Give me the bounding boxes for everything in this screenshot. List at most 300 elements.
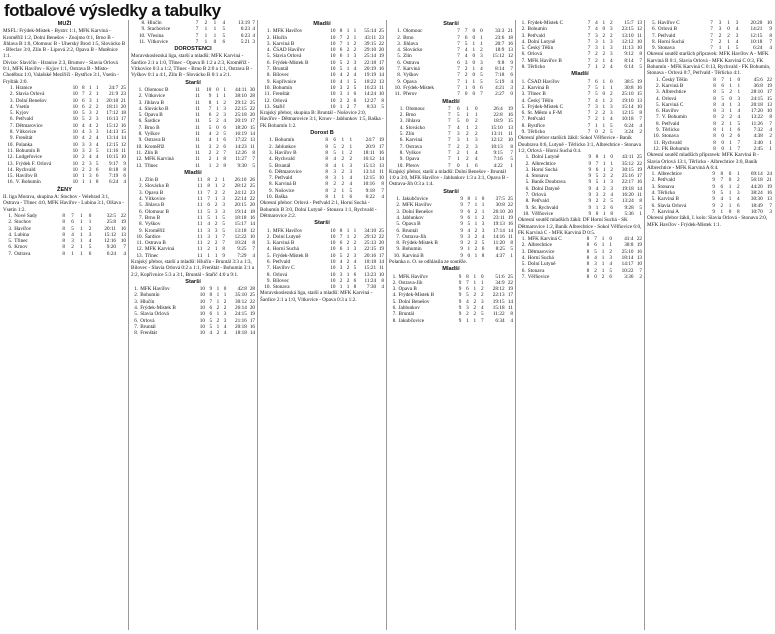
table-cell: 9 bbox=[588, 154, 592, 161]
table-cell: 2 bbox=[88, 225, 92, 232]
table-cell: 11 bbox=[379, 265, 384, 272]
team-name: Stonava bbox=[657, 183, 675, 190]
table-cell: 1 bbox=[88, 84, 92, 91]
table-cell: 11 bbox=[194, 124, 200, 131]
table-cell: 18:11 bbox=[106, 103, 119, 110]
table-cell: 11 bbox=[197, 233, 203, 240]
table-cell: 8 bbox=[713, 95, 716, 102]
table-cell: 4 bbox=[510, 78, 513, 85]
team-name: Slavia Orlová bbox=[657, 202, 687, 209]
table-cell: 8:18 bbox=[108, 166, 119, 173]
table-cell: 6 bbox=[209, 311, 213, 318]
table-cell: 2 bbox=[216, 305, 220, 312]
table-cell: 11 bbox=[508, 233, 513, 240]
team-name: Vyškov bbox=[405, 149, 422, 156]
table-cell: 9 bbox=[588, 160, 592, 167]
table-cell: 7 bbox=[457, 40, 460, 47]
team-name: Orlová B bbox=[657, 26, 678, 33]
table-cell: 10 bbox=[72, 116, 78, 123]
table-cell: 19 bbox=[766, 183, 772, 190]
table-cell: 1 bbox=[609, 242, 612, 249]
table-cell: 19:14 bbox=[234, 208, 247, 215]
table-cell: 4:38 bbox=[753, 133, 763, 140]
table-cell: 2 bbox=[729, 89, 732, 96]
table-cell: 16 bbox=[249, 323, 255, 330]
table-cell: 1 bbox=[472, 40, 476, 47]
table-cell: 2 bbox=[609, 32, 613, 39]
table-cell: 2 bbox=[464, 66, 468, 73]
table-cell: 6 bbox=[353, 277, 357, 284]
table-cell: 6 bbox=[339, 53, 343, 60]
table-cell: 5 bbox=[95, 160, 99, 167]
table-cell: 17 bbox=[507, 292, 513, 299]
table-cell: 1 bbox=[465, 149, 469, 156]
table-cell: 3 bbox=[456, 137, 460, 144]
table-cell: 1 bbox=[216, 292, 220, 299]
table-cell: 5 bbox=[721, 89, 724, 96]
table-cell: 10. bbox=[394, 84, 402, 91]
table-cell: 10 bbox=[766, 108, 772, 115]
team-name: Bruntál bbox=[272, 66, 289, 73]
table-cell: 7:29 bbox=[237, 252, 247, 259]
table-cell: 1 bbox=[729, 145, 732, 152]
table-cell: 2 bbox=[609, 91, 613, 98]
table-cell: 11 bbox=[197, 202, 203, 209]
table-cell: 2 bbox=[214, 202, 218, 209]
table-cell: 6 bbox=[466, 286, 469, 293]
table-cell: 25 bbox=[120, 84, 126, 91]
team-name: Přerov bbox=[403, 91, 417, 98]
table-cell: 7 bbox=[252, 20, 255, 26]
table-cell: 1. bbox=[521, 78, 526, 85]
table-cell: 8 bbox=[467, 196, 471, 203]
team-name: Jihlava B bbox=[144, 202, 165, 209]
table-cell: 6. bbox=[392, 305, 397, 312]
table-cell: 2 bbox=[341, 168, 345, 175]
table-cell: 2 bbox=[480, 47, 483, 54]
table-cell: 13. bbox=[135, 162, 143, 169]
table-cell: 12. bbox=[136, 246, 143, 253]
table-cell: 2 bbox=[207, 240, 210, 247]
table-cell: 2 bbox=[223, 99, 226, 106]
table-cell: 17:14 bbox=[493, 227, 505, 234]
table-cell: 35:12 bbox=[621, 160, 634, 167]
table-cell: 1. bbox=[266, 28, 271, 35]
team-name: Orlová bbox=[272, 97, 288, 104]
team-name: V. Bohumín bbox=[661, 114, 687, 121]
table-cell: 8. bbox=[521, 64, 526, 71]
team-name: Karviná bbox=[405, 137, 423, 144]
table-cell: 16 bbox=[378, 66, 384, 73]
table-cell: 1 bbox=[602, 57, 606, 64]
team-name: Frýdek-Místek C bbox=[527, 20, 564, 26]
table-cell: 9. bbox=[399, 156, 404, 163]
table-cell: 1 bbox=[456, 156, 460, 163]
table-cell: 4 bbox=[610, 192, 613, 199]
table-cell: 8 bbox=[769, 32, 772, 39]
table-cell: 28:10 bbox=[751, 89, 763, 96]
table-cell: 0 bbox=[213, 38, 217, 45]
table-cell: 4. bbox=[651, 190, 656, 197]
table-cell: 2 bbox=[346, 97, 350, 104]
table-cell: 4. bbox=[9, 103, 14, 110]
table-cell: 6 bbox=[720, 183, 724, 190]
table-cell: 7 bbox=[339, 233, 343, 240]
table-cell: 9 bbox=[458, 292, 462, 299]
table-cell: 6. bbox=[139, 208, 143, 215]
table-cell: 3 bbox=[88, 129, 92, 136]
table-cell: 22:18 bbox=[364, 59, 377, 66]
table-cell: 15:12 bbox=[104, 231, 117, 238]
standings-table bbox=[389, 196, 513, 259]
table-cell: 14:16 bbox=[493, 233, 505, 240]
table-cell: 1 bbox=[341, 175, 345, 182]
team-name: Horní Suchá bbox=[531, 166, 558, 173]
table-cell: 1 bbox=[601, 267, 605, 274]
table-cell: 20 bbox=[507, 208, 513, 215]
table-cell: 2 bbox=[467, 240, 471, 247]
table-cell: 3. bbox=[266, 240, 271, 247]
table-cell: 10 bbox=[72, 129, 78, 136]
table-cell: 5. bbox=[656, 101, 660, 108]
table-cell: 7 bbox=[195, 32, 199, 39]
team-name: Jihlava B bbox=[144, 99, 164, 106]
table-cell: 23:6 bbox=[495, 34, 505, 41]
table-cell: 2:27 bbox=[495, 91, 505, 98]
table-cell: 4 bbox=[95, 135, 99, 142]
team-name: Dolní Lutyně bbox=[527, 38, 556, 45]
table-cell: 0 bbox=[602, 91, 606, 98]
table-cell: 6 bbox=[223, 124, 226, 131]
table-cell: 25 bbox=[249, 99, 255, 106]
text-block: Okresní přebor starších žáků: Sokol Věřňovice - Baník Doubrava 0:6, Lutyně - Těrlicko 3:1, Albrechtice - Stonava 1:2, Orlová - Horní Suchá 0:4. bbox=[518, 135, 641, 154]
table-cell: 5 bbox=[222, 26, 226, 33]
table-cell: 13 bbox=[636, 20, 642, 26]
team-name: Vyškov bbox=[403, 72, 419, 79]
table-cell: 18 bbox=[249, 208, 255, 215]
table-cell: 20 bbox=[120, 103, 126, 110]
table-cell: 3 bbox=[71, 238, 74, 245]
table-cell: 4 bbox=[769, 127, 772, 134]
table-cell: 9. bbox=[266, 78, 271, 85]
table-cell: 34:9 bbox=[495, 279, 505, 286]
table-cell: 7. bbox=[139, 214, 143, 221]
table-cell: 1 bbox=[473, 317, 477, 324]
table-cell: 1 bbox=[728, 196, 732, 203]
team-name: Třinec bbox=[144, 162, 158, 169]
table-cell: 7 bbox=[587, 122, 591, 129]
table-cell: 4 bbox=[594, 254, 597, 261]
table-cell: 4 bbox=[595, 97, 598, 104]
table-cell: 8 bbox=[207, 183, 210, 190]
table-cell: 3 bbox=[595, 45, 598, 52]
table-cell: 7 bbox=[769, 202, 772, 209]
table-cell: 3 bbox=[481, 221, 485, 228]
table-cell: 10 bbox=[330, 252, 336, 259]
table-cell: 3 bbox=[595, 38, 598, 45]
table-cell: 8 bbox=[223, 162, 226, 169]
table-cell: 13:23 bbox=[364, 271, 377, 278]
table-cell: 17 bbox=[766, 89, 772, 96]
table-cell: 8 bbox=[325, 168, 328, 175]
table-cell: 10 bbox=[330, 227, 336, 234]
table-cell: 13:14 bbox=[106, 135, 119, 142]
table-cell: 1 bbox=[223, 292, 227, 299]
table-cell: 9:18 bbox=[365, 187, 375, 194]
table-cell: 4 bbox=[88, 238, 92, 245]
table-cell: 8 bbox=[769, 114, 772, 121]
table-cell: 1 bbox=[214, 252, 218, 259]
table-cell: 1 bbox=[341, 162, 345, 169]
table-cell: 2 bbox=[353, 40, 357, 47]
table-cell: 21 bbox=[507, 28, 513, 35]
table-cell: 10 bbox=[72, 141, 78, 148]
team-name: Olomouc bbox=[405, 105, 425, 112]
table-cell: 1. bbox=[268, 137, 273, 144]
table-cell: 9 bbox=[588, 185, 592, 192]
table-cell: 43:11 bbox=[364, 34, 377, 41]
table-cell: 7 bbox=[82, 91, 85, 98]
table-cell: 0 bbox=[88, 212, 92, 219]
table-cell: 2 bbox=[456, 143, 460, 150]
table-cell: 5 bbox=[222, 32, 226, 39]
table-cell: 1 bbox=[481, 208, 485, 215]
table-cell: 1 bbox=[465, 124, 469, 131]
table-cell: 2 bbox=[353, 240, 357, 247]
table-cell: 16 bbox=[636, 248, 642, 255]
text-block: II. liga Morava, skupina A: Stochov - Velehrad 3:1, Ostrava - Třinec 4:0, MFK Havířov - Lubina 3:1, Olšava - Vsetín 1:2. bbox=[3, 194, 124, 213]
table-cell: 3. bbox=[134, 298, 139, 305]
team-name: MFK Havířov bbox=[272, 227, 303, 234]
table-cell: 1 bbox=[339, 103, 343, 110]
table-cell: 2 bbox=[95, 122, 99, 129]
table-cell: 4 bbox=[720, 196, 724, 203]
table-cell: 11 bbox=[508, 305, 513, 312]
table-cell: 15:7 bbox=[624, 20, 634, 26]
table-cell: 8. bbox=[141, 20, 146, 26]
table-cell: 2 bbox=[71, 244, 74, 251]
table-cell: 20 bbox=[378, 240, 384, 247]
table-cell: 8 bbox=[339, 28, 343, 35]
table-cell: 8:14 bbox=[495, 66, 505, 73]
team-name: Karviná C bbox=[661, 101, 684, 108]
table-cell: 8 bbox=[510, 240, 513, 247]
table-cell: 21:9 bbox=[108, 91, 119, 98]
table-cell: 5 bbox=[222, 214, 226, 221]
table-cell: 3 bbox=[609, 254, 612, 261]
table-cell: 16:13 bbox=[106, 116, 119, 123]
table-cell: 3 bbox=[349, 162, 353, 169]
table-cell: 10. bbox=[397, 162, 404, 169]
table-cell: 5 bbox=[639, 64, 642, 71]
table-cell: 5 bbox=[595, 84, 598, 91]
table-cell: 2. bbox=[9, 91, 14, 98]
table-cell: 19 bbox=[378, 53, 384, 60]
table-cell: 8:33 bbox=[366, 103, 377, 110]
table-cell: 11 bbox=[194, 118, 200, 125]
table-cell: 14 bbox=[507, 227, 513, 234]
table-cell: 25:18 bbox=[234, 112, 247, 119]
table-cell: 37:5 bbox=[495, 196, 505, 203]
table-cell: 30:8 bbox=[624, 84, 634, 91]
table-cell: 7 bbox=[587, 64, 591, 71]
team-name: Jihlava bbox=[405, 118, 421, 125]
table-cell: 8. bbox=[266, 72, 271, 79]
table-cell: 1 bbox=[465, 137, 469, 144]
table-cell: 0 bbox=[472, 53, 476, 60]
subsection-heading: Mladší bbox=[442, 98, 460, 105]
table-cell: 2. bbox=[266, 34, 271, 41]
table-cell: 8 bbox=[586, 248, 590, 255]
text-block: Okresní přebor žáků, I. kolo: Slavia Orlová - Stonava 2:0, MFK Havířov - Frýdek-Místek 1:1. bbox=[647, 215, 768, 228]
table-cell: 19:15 bbox=[492, 298, 505, 305]
team-name: Petřvald bbox=[15, 116, 34, 123]
team-name: Třinec B bbox=[527, 91, 546, 98]
table-cell: 9:8 bbox=[497, 59, 505, 66]
table-cell: 5 bbox=[208, 118, 212, 125]
table-cell: 12:12 bbox=[490, 137, 503, 144]
table-cell: 2 bbox=[474, 246, 478, 253]
table-cell: 10 bbox=[330, 271, 336, 278]
table-cell: 6. bbox=[138, 118, 143, 125]
table-cell: 13. bbox=[7, 160, 14, 167]
table-cell: 5 bbox=[639, 204, 642, 211]
table-cell: 2 bbox=[465, 131, 469, 138]
table-cell: 8 bbox=[586, 236, 590, 243]
table-cell: 0 bbox=[464, 91, 468, 98]
table-cell: 11 bbox=[194, 143, 200, 150]
table-cell: 8 bbox=[713, 89, 716, 96]
table-cell: 10 bbox=[330, 246, 336, 253]
table-cell: 56:18 bbox=[750, 177, 763, 184]
table-cell: 0 bbox=[223, 286, 227, 293]
table-cell: 7. bbox=[521, 57, 526, 64]
table-cell: 7. bbox=[397, 66, 402, 73]
table-cell: 2 bbox=[216, 112, 219, 119]
column-6 bbox=[647, 20, 772, 228]
table-cell: 2 bbox=[214, 177, 218, 184]
table-cell: 24:7 bbox=[108, 84, 119, 91]
table-cell: 15:18 bbox=[492, 305, 505, 312]
table-cell: 9 bbox=[460, 221, 463, 228]
table-cell: 7 bbox=[710, 45, 713, 52]
table-cell: 4. bbox=[396, 214, 401, 221]
table-cell: 2 bbox=[346, 84, 350, 91]
table-cell: 1 bbox=[601, 242, 605, 249]
team-name: Hlučín bbox=[147, 20, 162, 26]
table-cell: 24:7 bbox=[365, 137, 375, 144]
table-cell: 4. bbox=[139, 196, 143, 203]
table-cell: 5 bbox=[609, 267, 612, 274]
table-cell: 25 bbox=[507, 273, 513, 280]
table-cell: 10 bbox=[72, 179, 78, 186]
table-cell: 14 bbox=[249, 131, 255, 138]
table-cell: 5 bbox=[222, 227, 226, 234]
table-cell: 6:23 bbox=[240, 26, 250, 33]
table-cell: 1 bbox=[341, 194, 345, 201]
table-cell: 1 bbox=[472, 47, 476, 54]
table-cell: 4. bbox=[656, 95, 660, 102]
table-cell: 13 bbox=[636, 97, 642, 104]
table-cell: 0 bbox=[728, 177, 732, 184]
table-cell: 1 bbox=[769, 139, 772, 146]
table-cell: 20 bbox=[249, 202, 255, 209]
table-cell: 2 bbox=[346, 103, 350, 110]
team-name: Karviná B bbox=[661, 82, 684, 89]
table-cell: 2 bbox=[222, 189, 226, 196]
table-cell: 6 bbox=[610, 204, 613, 211]
table-cell: 6. bbox=[396, 227, 401, 234]
table-row bbox=[3, 251, 126, 257]
table-cell: 14 bbox=[249, 221, 255, 228]
table-cell: 2 bbox=[473, 292, 477, 299]
table-cell: 4:37 bbox=[495, 252, 505, 259]
table-cell: 10:18 bbox=[750, 38, 763, 45]
table-cell: 18:9 bbox=[495, 47, 505, 54]
table-cell: 17:12 bbox=[106, 110, 119, 117]
table-cell: 3 bbox=[88, 231, 92, 238]
team-name: Slovácko B bbox=[144, 183, 169, 190]
table-row bbox=[647, 26, 772, 32]
paragraph: MSFL: Frýdek-Místek - Bystrc 1:1, MFK Karviná - Kroměříž 1:2, Dolní Benešov - Znojmo 0:1, Brno B - Jihlava B 1:0, Olomouc B - Uherský Brod 1:5, Slovácko B - Břeclav 3:0, Zlín B - Lipová 2:2, Opava B - Mutěnice 1:1. bbox=[3, 28, 126, 60]
table-row bbox=[389, 318, 513, 324]
table-cell: 9 bbox=[208, 93, 212, 100]
team-name: Vyškov bbox=[144, 221, 161, 228]
table-cell: 1 bbox=[481, 202, 485, 209]
table-cell: 4 bbox=[353, 66, 357, 73]
table-cell: 10 bbox=[330, 84, 336, 91]
table-cell: 1 bbox=[346, 246, 350, 253]
table-cell: 5 bbox=[480, 78, 483, 85]
table-cell: 35:10 bbox=[235, 292, 247, 299]
team-name: Slovácko B bbox=[144, 105, 169, 112]
table-cell: 11:24 bbox=[364, 277, 377, 284]
subsection-heading: Starší bbox=[314, 220, 330, 227]
table-cell: 11 bbox=[197, 214, 203, 221]
table-cell: 9 bbox=[712, 190, 715, 197]
table-cell: 6 bbox=[339, 246, 343, 253]
table-cell: 2 bbox=[595, 116, 598, 123]
standings-table bbox=[131, 87, 255, 169]
table-cell: 2 bbox=[349, 149, 353, 156]
table-cell: 8 bbox=[381, 97, 384, 104]
table-cell: 3 bbox=[223, 311, 227, 318]
table-cell: 1 bbox=[346, 271, 350, 278]
team-name: Rychvald bbox=[661, 139, 682, 146]
team-name: Ostrava B bbox=[144, 137, 166, 144]
table-cell: 13 bbox=[766, 196, 772, 203]
table-cell: 9 bbox=[712, 171, 715, 178]
table-cell: 2 bbox=[222, 183, 226, 190]
text-block: Krajský přebor, starší a mladší: Dolní Benešov - Bruntál 1:0 a 3:0, MFK Havířov - Jablunkov 1:3 a 3:1, Opava B - Ostrava-Jih 0:3 a 1:4. bbox=[389, 168, 509, 188]
table-cell: 2 bbox=[82, 154, 85, 161]
table-cell: 0 bbox=[721, 139, 724, 146]
team-name: MFK Havířov bbox=[402, 202, 432, 209]
text-block: Moravskoslezská liga, starší a mladší: MFK Karviná - Šardice 2:1 a 1:0, Vítkovice - Opava 0:3 a 1:2. bbox=[260, 290, 373, 303]
table-cell: 6 bbox=[480, 84, 483, 91]
table-cell: 11 bbox=[197, 177, 203, 184]
table-cell: 22 bbox=[636, 160, 642, 167]
table-cell: 7 bbox=[639, 116, 642, 123]
paragraph: Divize: Slavičín - Hranice 2:3, Brumov - Slavia Orlová 0:1, MFK Havířov - Kyjov 1:1, Ostrava B - Místo-Chotěbuz 1:0, Valašské Meziříčí - Bystřice 3:1, Vsetín - Fryšták 2:0. bbox=[3, 59, 119, 85]
table-cell: 11 bbox=[194, 99, 200, 106]
table-cell: 5:21 bbox=[240, 38, 250, 45]
table-cell: 4 bbox=[333, 162, 336, 169]
table-cell: 10:22 bbox=[621, 267, 634, 274]
table-cell: 1 bbox=[346, 233, 350, 240]
table-cell: 11. bbox=[7, 147, 14, 154]
table-cell: 1 bbox=[346, 40, 350, 47]
